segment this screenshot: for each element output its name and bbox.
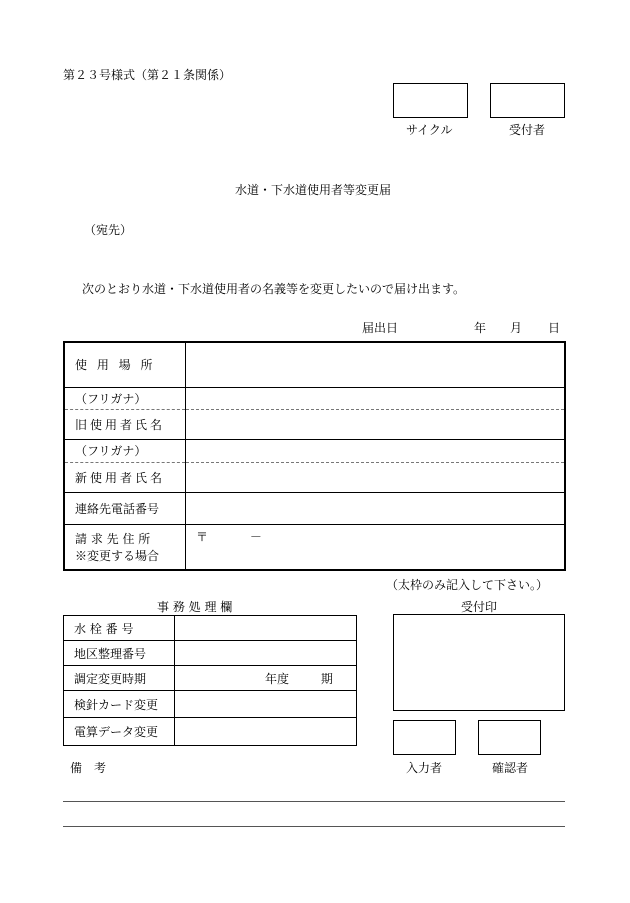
office-row-field-4[interactable] <box>175 691 357 718</box>
remarks-line-1[interactable] <box>63 801 565 802</box>
confirm-stamp-box <box>478 720 541 755</box>
office-row-field-1[interactable] <box>175 616 357 641</box>
remarks-line-2[interactable] <box>63 826 565 827</box>
billing-address-label-line1: 請 求 先 住 所 <box>75 531 151 546</box>
fiscal-year-label: 年度 <box>265 671 290 686</box>
office-use-table <box>63 615 357 746</box>
confirm-stamp-label: 確認者 <box>492 761 529 775</box>
office-row-label-5: 電算データ変更 <box>64 718 175 746</box>
old-user-label: 旧使用者氏名 <box>64 409 186 439</box>
billing-address-label-line2: ※変更する場合 <box>75 548 160 563</box>
new-user-label: 新使用者氏名 <box>64 462 186 492</box>
receiver-label: 受付者 <box>509 123 546 137</box>
period-label: 期 <box>320 671 333 686</box>
office-row-label-3: 調定変更時期 <box>64 666 175 691</box>
office-use-header: 事 務 処 理 欄 <box>157 600 233 614</box>
furigana-label-1: （フリガナ） <box>64 387 186 409</box>
office-row-label-4: 検針カード変更 <box>64 691 175 718</box>
phone-field[interactable] <box>186 492 566 524</box>
date-year: 年 <box>474 321 487 335</box>
receiver-stamp-box <box>490 83 565 118</box>
office-row-field-2[interactable] <box>175 641 357 666</box>
furigana-label-2: （フリガナ） <box>64 439 186 462</box>
office-row-field-3[interactable] <box>175 666 357 691</box>
postal-dash: － <box>249 529 262 544</box>
phone-label: 連絡先電話番号 <box>64 492 186 524</box>
cycle-stamp-box <box>393 83 468 118</box>
office-row-label-2: 地区整理番号 <box>64 641 175 666</box>
receipt-stamp-box <box>393 614 565 711</box>
date-day: 日 <box>548 321 561 335</box>
remarks-label: 備 考 <box>70 761 107 775</box>
billing-address-label <box>64 524 186 570</box>
location-label: 使 用 場 所 <box>64 342 186 387</box>
bold-frame-note: （太枠のみ記入して下さい。） <box>386 578 549 592</box>
old-user-field[interactable] <box>186 409 566 439</box>
cycle-label: サイクル <box>406 123 453 137</box>
input-stamp-label: 入力者 <box>406 761 443 775</box>
postal-mark: 〒 <box>196 529 209 544</box>
furigana-field-2[interactable] <box>186 439 566 462</box>
intro-text: 次のとおり水道・下水道使用者の名義等を変更したいので届け出ます。 <box>82 282 466 296</box>
office-row-label-1: 水 栓 番 号 <box>64 616 175 641</box>
date-month: 月 <box>510 321 523 335</box>
input-stamp-box <box>393 720 456 755</box>
applicant-table <box>63 341 566 571</box>
date-label: 届出日 <box>362 321 399 335</box>
location-field[interactable] <box>186 342 566 387</box>
addressee: （宛先） <box>84 223 133 237</box>
office-row-field-5[interactable] <box>175 718 357 746</box>
form-title: 水道・下水道使用者等変更届 <box>235 183 392 197</box>
form-number: 第２３号様式（第２１条関係） <box>63 68 232 82</box>
billing-address-field[interactable] <box>186 524 566 570</box>
new-user-field[interactable] <box>186 462 566 492</box>
receipt-stamp-label: 受付印 <box>461 600 498 614</box>
furigana-field-1[interactable] <box>186 387 566 409</box>
